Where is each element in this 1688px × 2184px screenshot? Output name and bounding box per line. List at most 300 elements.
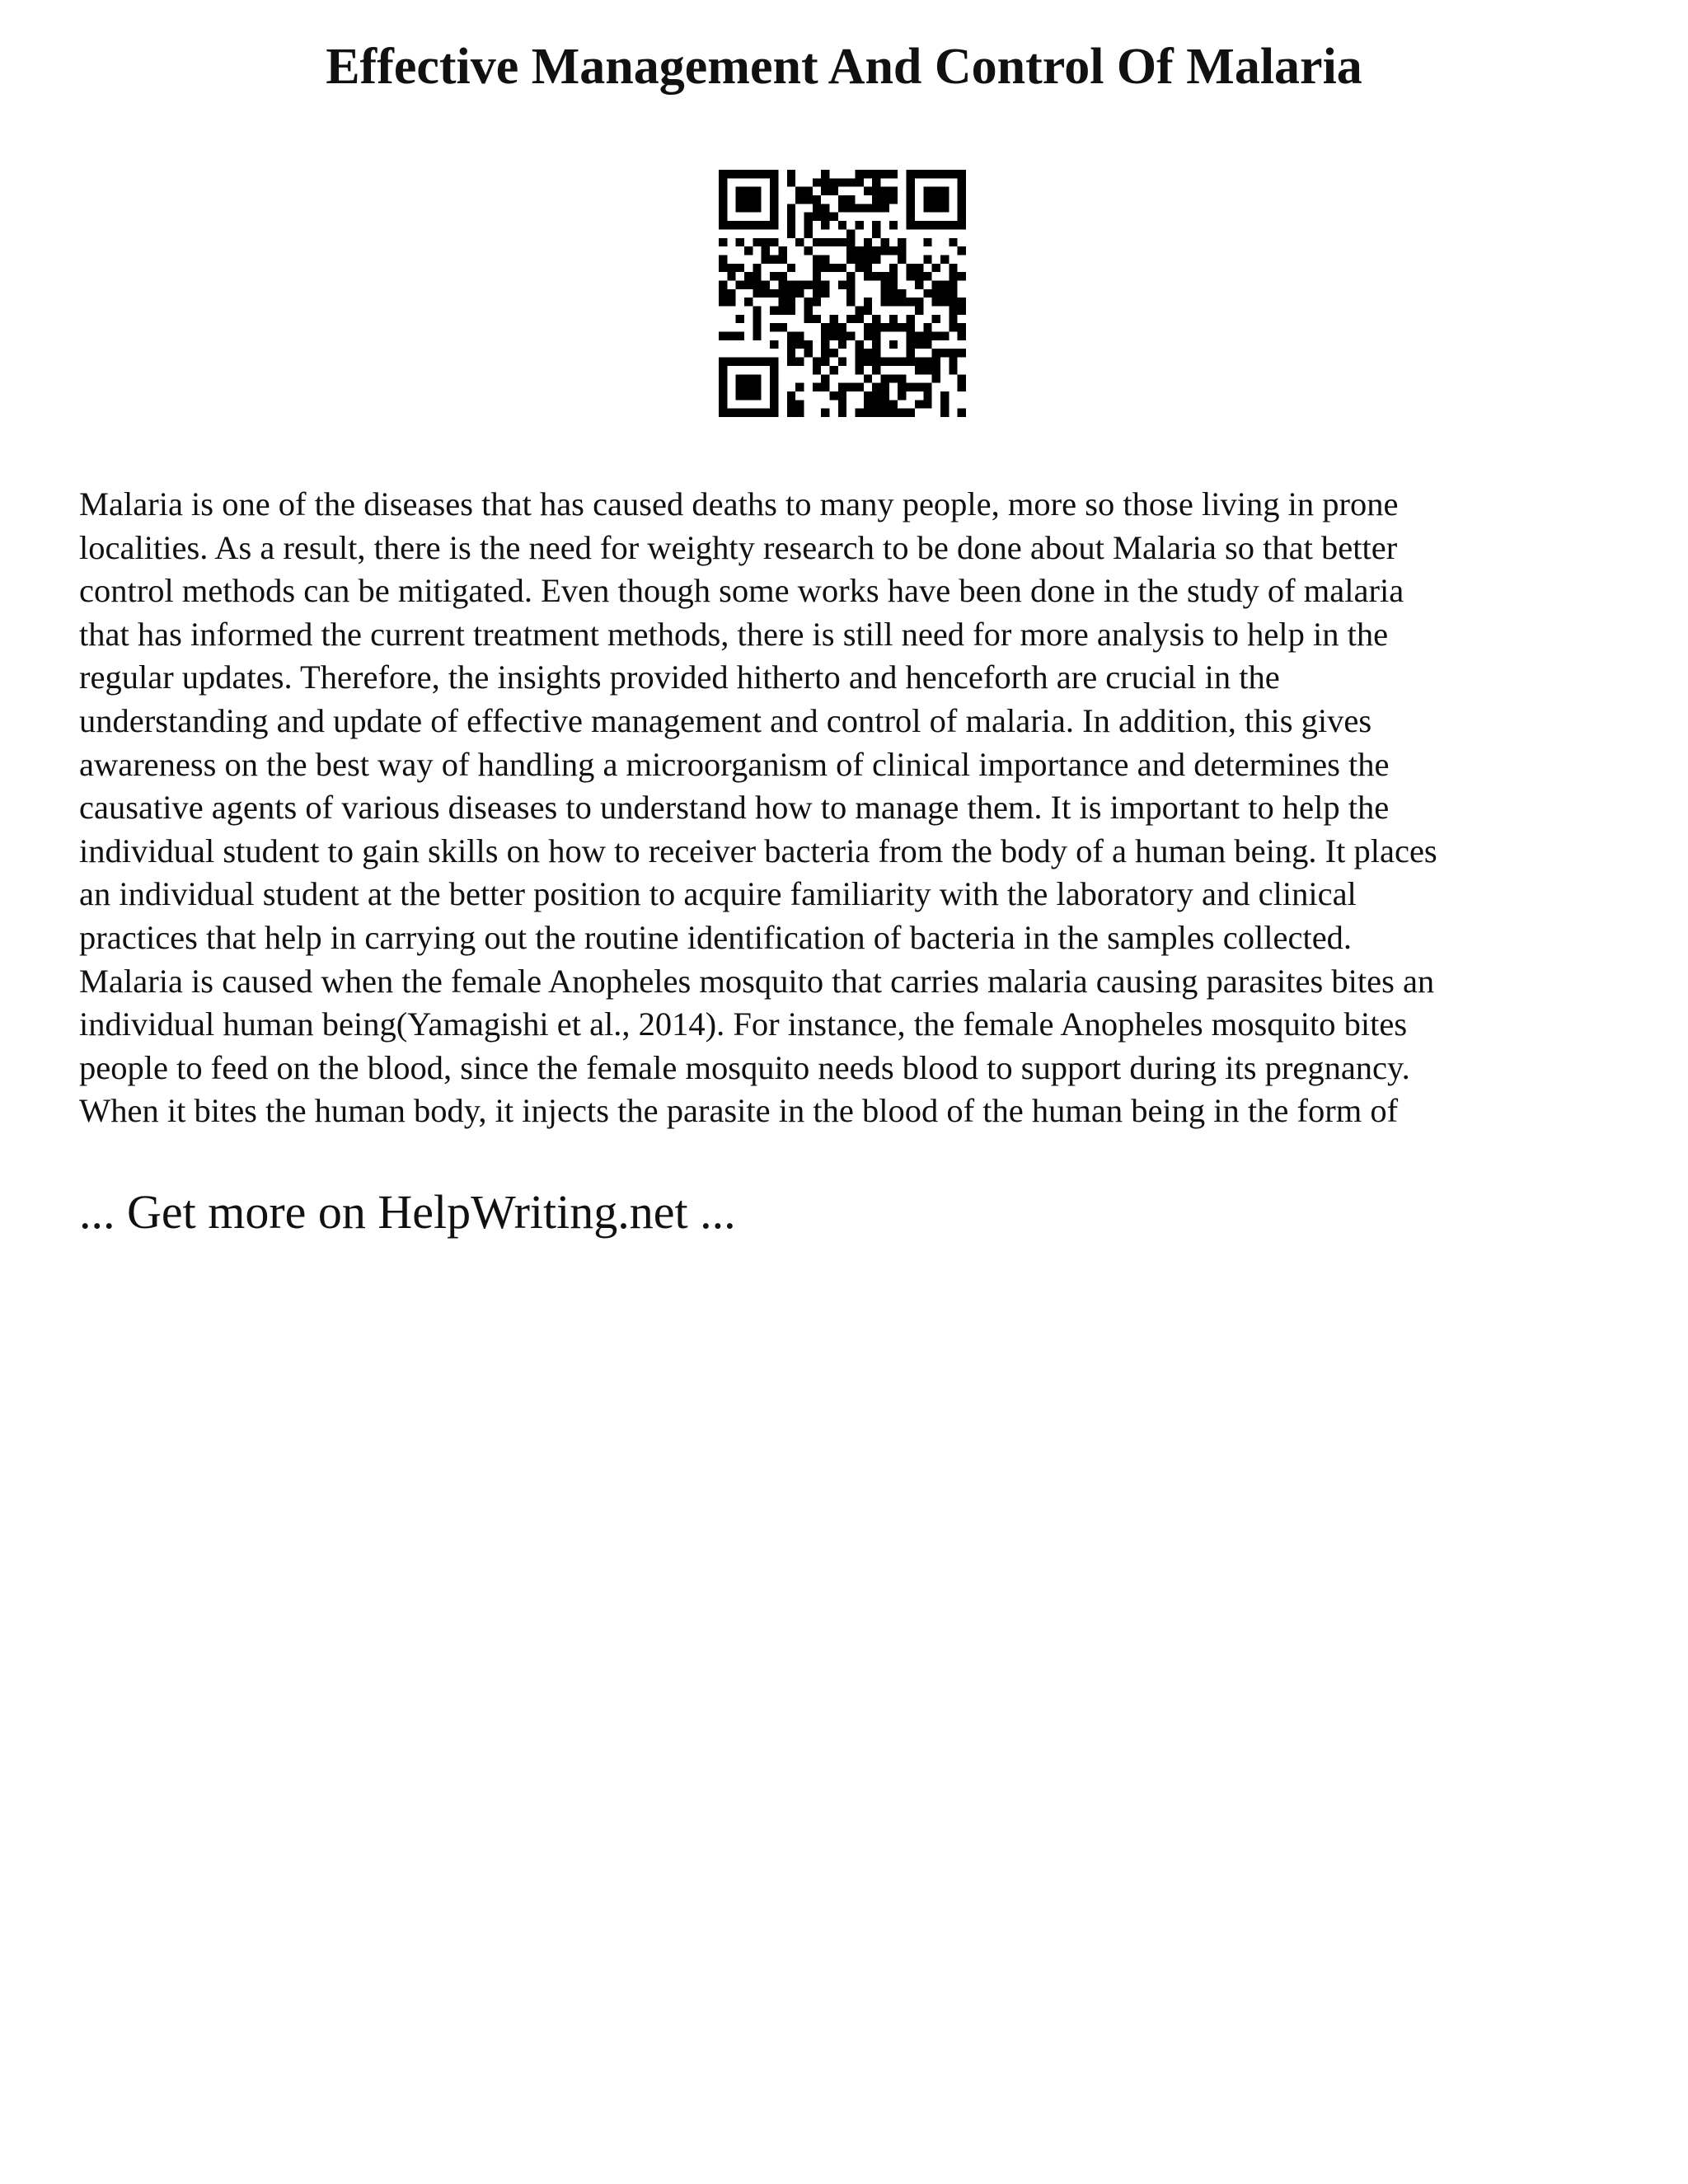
qr-module — [889, 340, 898, 349]
qr-module — [907, 332, 915, 340]
qr-module — [889, 289, 898, 298]
qr-module — [846, 315, 855, 323]
qr-module — [719, 289, 727, 298]
qr-module — [753, 264, 761, 272]
qr-module — [813, 195, 821, 204]
qr-module — [813, 298, 821, 306]
qr-module — [813, 315, 821, 323]
qr-module — [881, 272, 889, 280]
qr-module — [778, 307, 786, 315]
qr-module — [787, 289, 795, 298]
qr-module — [923, 204, 931, 212]
qr-module — [744, 374, 753, 382]
qr-module — [949, 170, 957, 178]
qr-module — [813, 289, 821, 298]
qr-module — [744, 358, 753, 366]
qr-module — [838, 383, 846, 391]
qr-module — [787, 298, 795, 306]
qr-module — [821, 264, 829, 272]
qr-module — [881, 204, 889, 212]
qr-module — [813, 366, 821, 374]
qr-module — [864, 307, 872, 315]
qr-module — [770, 255, 778, 263]
qr-module — [787, 204, 795, 212]
qr-module — [804, 229, 812, 237]
qr-module — [736, 383, 744, 391]
qr-module — [856, 264, 864, 272]
qr-module — [821, 383, 829, 391]
qr-module — [872, 366, 880, 374]
qr-module — [762, 221, 770, 229]
qr-module — [795, 195, 804, 204]
qr-module — [958, 204, 966, 212]
qr-module — [736, 221, 744, 229]
qr-module — [932, 315, 940, 323]
qr-module — [958, 195, 966, 204]
qr-module — [864, 246, 872, 255]
qr-module — [889, 374, 898, 382]
qr-module — [846, 238, 855, 246]
qr-module — [846, 280, 855, 288]
qr-module — [846, 229, 855, 237]
qr-module — [813, 383, 821, 391]
qr-module — [762, 238, 770, 246]
qr-module — [744, 280, 753, 288]
body-line: practices that help in carrying out the routine identification of bacteria in the samples collected. — [79, 918, 1353, 956]
qr-module — [753, 272, 761, 280]
qr-module — [889, 315, 898, 323]
qr-module — [821, 178, 829, 186]
qr-module — [813, 255, 821, 263]
qr-module — [949, 315, 957, 323]
qr-module — [856, 349, 864, 357]
body-paragraph — [79, 483, 1620, 1133]
qr-module — [872, 383, 880, 391]
qr-module — [856, 221, 864, 229]
qr-module — [872, 315, 880, 323]
qr-module — [932, 358, 940, 366]
qr-module — [727, 272, 735, 280]
qr-module — [881, 289, 889, 298]
qr-module — [932, 298, 940, 306]
body-line: control methods can be mitigated. Even though some works have been done in the study of malaria — [79, 572, 1404, 610]
qr-module — [915, 221, 923, 229]
qr-module — [881, 383, 889, 391]
qr-module — [889, 323, 898, 331]
body-line: an individual student at the better position to acquire familiarity with the laboratory and clinical — [79, 875, 1357, 913]
qr-module — [813, 204, 821, 212]
qr-module — [804, 213, 812, 221]
qr-module — [719, 298, 727, 306]
qr-module — [864, 323, 872, 331]
qr-module — [795, 400, 804, 408]
qr-module — [856, 383, 864, 391]
qr-module — [795, 187, 804, 195]
qr-module — [778, 298, 786, 306]
qr-module — [907, 298, 915, 306]
qr-module — [829, 187, 837, 195]
qr-module — [795, 340, 804, 349]
qr-module — [753, 238, 761, 246]
qr-module — [795, 289, 804, 298]
qr-module — [856, 409, 864, 417]
qr-module — [838, 264, 846, 272]
qr-module — [907, 195, 915, 204]
qr-module — [787, 213, 795, 221]
qr-module — [719, 383, 727, 391]
qr-module — [932, 221, 940, 229]
qr-module — [872, 187, 880, 195]
qr-module — [770, 400, 778, 408]
body-line: Malaria is one of the diseases that has caused deaths to many people, more so those living in prone — [79, 485, 1399, 523]
qr-module — [821, 289, 829, 298]
qr-module — [915, 340, 923, 349]
qr-module — [907, 221, 915, 229]
qr-module — [932, 187, 940, 195]
qr-module — [753, 332, 761, 340]
qr-module — [907, 409, 915, 417]
qr-module — [915, 298, 923, 306]
qr-module — [864, 391, 872, 400]
qr-module — [907, 383, 915, 391]
qr-module — [907, 204, 915, 212]
qr-module — [821, 255, 829, 263]
qr-module — [795, 409, 804, 417]
qr-module — [864, 255, 872, 263]
qr-module — [907, 349, 915, 357]
qr-module — [744, 409, 753, 417]
qr-module — [727, 409, 735, 417]
qr-module — [736, 204, 744, 212]
qr-module — [856, 358, 864, 366]
qr-module — [949, 272, 957, 280]
qr-code — [719, 170, 966, 417]
qr-module — [856, 366, 864, 374]
qr-module — [923, 340, 931, 349]
qr-module — [727, 289, 735, 298]
qr-module — [787, 229, 795, 237]
qr-module — [940, 298, 949, 306]
qr-module — [889, 170, 898, 178]
body-line: regular updates. Therefore, the insights provided hitherto and henceforth are crucial in the — [79, 658, 1280, 696]
qr-module — [787, 340, 795, 349]
qr-module — [923, 255, 931, 263]
qr-module — [821, 221, 829, 229]
qr-module — [940, 349, 949, 357]
qr-module — [898, 391, 906, 400]
qr-module — [770, 391, 778, 400]
qr-module — [881, 246, 889, 255]
qr-module — [932, 170, 940, 178]
qr-module — [727, 358, 735, 366]
qr-module — [872, 323, 880, 331]
body-line: understanding and update of effective management and control of malaria. In addition, this gives — [79, 701, 1372, 739]
qr-module — [940, 289, 949, 298]
qr-module — [846, 178, 855, 186]
qr-module — [770, 213, 778, 221]
qr-module — [940, 409, 949, 417]
qr-module — [795, 383, 804, 391]
qr-module — [838, 340, 846, 349]
qr-module — [864, 332, 872, 340]
qr-module — [898, 255, 906, 263]
qr-module — [762, 289, 770, 298]
qr-module — [856, 246, 864, 255]
qr-module — [889, 400, 898, 408]
qr-module — [889, 187, 898, 195]
qr-module — [932, 332, 940, 340]
qr-module — [872, 246, 880, 255]
qr-module — [795, 332, 804, 340]
qr-module — [940, 332, 949, 340]
qr-module — [889, 298, 898, 306]
qr-module — [881, 170, 889, 178]
qr-module — [744, 383, 753, 391]
qr-module — [744, 298, 753, 306]
qr-module — [856, 340, 864, 349]
qr-module — [770, 178, 778, 186]
qr-module — [958, 307, 966, 315]
qr-module — [838, 391, 846, 400]
qr-code-icon — [719, 170, 966, 417]
qr-module — [881, 238, 889, 246]
qr-module — [744, 204, 753, 212]
qr-module — [932, 280, 940, 288]
qr-module — [829, 213, 837, 221]
qr-module — [915, 366, 923, 374]
qr-module — [958, 221, 966, 229]
qr-module — [940, 204, 949, 212]
qr-module — [856, 255, 864, 263]
qr-module — [778, 272, 786, 280]
qr-module — [864, 238, 872, 246]
qr-module — [958, 349, 966, 357]
qr-module — [787, 409, 795, 417]
qr-module — [856, 204, 864, 212]
qr-module — [753, 221, 761, 229]
qr-module — [838, 323, 846, 331]
qr-module — [872, 204, 880, 212]
qr-module — [770, 340, 778, 349]
qr-module — [813, 358, 821, 366]
qr-module — [744, 195, 753, 204]
qr-module — [778, 323, 786, 331]
qr-module — [940, 221, 949, 229]
qr-module — [736, 238, 744, 246]
qr-module — [864, 204, 872, 212]
qr-module — [719, 264, 727, 272]
qr-module — [829, 323, 837, 331]
qr-module — [753, 280, 761, 288]
qr-module — [881, 280, 889, 288]
qr-module — [762, 358, 770, 366]
qr-module — [872, 178, 880, 186]
qr-module — [727, 332, 735, 340]
qr-module — [727, 170, 735, 178]
qr-module — [932, 195, 940, 204]
qr-module — [736, 315, 744, 323]
qr-module — [907, 264, 915, 272]
qr-module — [719, 178, 727, 186]
qr-module — [923, 358, 931, 366]
qr-module — [958, 170, 966, 178]
qr-module — [864, 187, 872, 195]
qr-module — [864, 409, 872, 417]
qr-module — [787, 178, 795, 186]
qr-module — [727, 264, 735, 272]
qr-module — [770, 195, 778, 204]
qr-module — [770, 366, 778, 374]
qr-module — [719, 213, 727, 221]
qr-module — [719, 280, 727, 288]
qr-module — [907, 340, 915, 349]
qr-module — [838, 280, 846, 288]
qr-module — [881, 358, 889, 366]
qr-module — [770, 323, 778, 331]
qr-module — [770, 374, 778, 382]
qr-module — [795, 358, 804, 366]
qr-module — [864, 298, 872, 306]
qr-module — [829, 349, 837, 357]
body-line: individual student to gain skills on how to receiver bacteria from the body of a human being. It places — [79, 832, 1437, 869]
qr-module — [787, 264, 795, 272]
qr-module — [907, 358, 915, 366]
qr-module — [719, 358, 727, 366]
qr-module — [753, 358, 761, 366]
qr-module — [958, 178, 966, 186]
qr-module — [923, 400, 931, 408]
qr-module — [864, 400, 872, 408]
qr-module — [787, 332, 795, 340]
qr-module — [719, 195, 727, 204]
qr-module — [736, 280, 744, 288]
qr-module — [846, 383, 855, 391]
qr-module — [838, 238, 846, 246]
qr-module — [958, 383, 966, 391]
qr-module — [932, 349, 940, 357]
qr-module — [770, 383, 778, 391]
qr-module — [958, 374, 966, 382]
qr-module — [753, 409, 761, 417]
qr-module — [838, 332, 846, 340]
qr-module — [753, 195, 761, 204]
qr-module — [727, 221, 735, 229]
qr-module — [932, 204, 940, 212]
qr-module — [736, 374, 744, 382]
qr-module — [932, 366, 940, 374]
qr-module — [753, 187, 761, 195]
qr-module — [872, 332, 880, 340]
qr-module — [838, 358, 846, 366]
body-line: When it bites the human body, it injects the parasite in the blood of the human being in the form of — [79, 1092, 1399, 1130]
qr-module — [770, 221, 778, 229]
qr-module — [940, 195, 949, 204]
qr-module — [958, 187, 966, 195]
qr-module — [804, 307, 812, 315]
qr-module — [838, 204, 846, 212]
qr-module — [872, 391, 880, 400]
qr-module — [907, 323, 915, 331]
qr-module — [856, 307, 864, 315]
qr-module — [770, 409, 778, 417]
qr-module — [719, 187, 727, 195]
qr-module — [753, 204, 761, 212]
qr-module — [872, 340, 880, 349]
qr-module — [770, 358, 778, 366]
qr-module — [770, 204, 778, 212]
qr-module — [881, 298, 889, 306]
qr-module — [915, 264, 923, 272]
qr-module — [940, 170, 949, 178]
qr-module — [958, 272, 966, 280]
qr-module — [821, 280, 829, 288]
qr-module — [770, 307, 778, 315]
qr-module — [736, 409, 744, 417]
qr-module — [838, 400, 846, 408]
qr-module — [932, 289, 940, 298]
qr-module — [915, 400, 923, 408]
qr-module — [872, 229, 880, 237]
qr-module — [846, 272, 855, 280]
qr-module — [907, 272, 915, 280]
qr-module — [736, 391, 744, 400]
qr-module — [923, 187, 931, 195]
qr-module — [949, 280, 957, 288]
qr-module — [923, 391, 931, 400]
qr-module — [762, 409, 770, 417]
qr-module — [958, 409, 966, 417]
qr-module — [958, 246, 966, 255]
qr-module — [813, 280, 821, 288]
qr-module — [856, 170, 864, 178]
qr-module — [829, 315, 837, 323]
qr-module — [949, 323, 957, 331]
qr-module — [778, 289, 786, 298]
qr-module — [787, 280, 795, 288]
qr-module — [889, 221, 898, 229]
qr-module — [898, 298, 906, 306]
qr-module — [829, 238, 837, 246]
qr-module — [762, 280, 770, 288]
qr-module — [787, 170, 795, 178]
qr-module — [864, 374, 872, 382]
qr-module — [829, 264, 837, 272]
qr-module — [719, 400, 727, 408]
qr-module — [940, 391, 949, 400]
qr-module — [898, 238, 906, 246]
qr-module — [864, 349, 872, 357]
qr-module — [821, 187, 829, 195]
qr-module — [804, 298, 812, 306]
qr-module — [719, 238, 727, 246]
qr-module — [804, 246, 812, 255]
qr-module — [736, 187, 744, 195]
get-more-link[interactable]: ... Get more on HelpWriting.net ... — [79, 1185, 736, 1239]
qr-module — [821, 409, 829, 417]
qr-module — [744, 170, 753, 178]
body-line: localities. As a result, there is the need for weighty research to be done about Malaria so that better — [79, 528, 1398, 566]
qr-module — [821, 170, 829, 178]
qr-module — [898, 383, 906, 391]
qr-module — [864, 272, 872, 280]
qr-module — [719, 221, 727, 229]
qr-module — [898, 358, 906, 366]
qr-module — [881, 400, 889, 408]
qr-module — [923, 289, 931, 298]
qr-module — [949, 358, 957, 366]
qr-module — [813, 213, 821, 221]
qr-module — [949, 289, 957, 298]
